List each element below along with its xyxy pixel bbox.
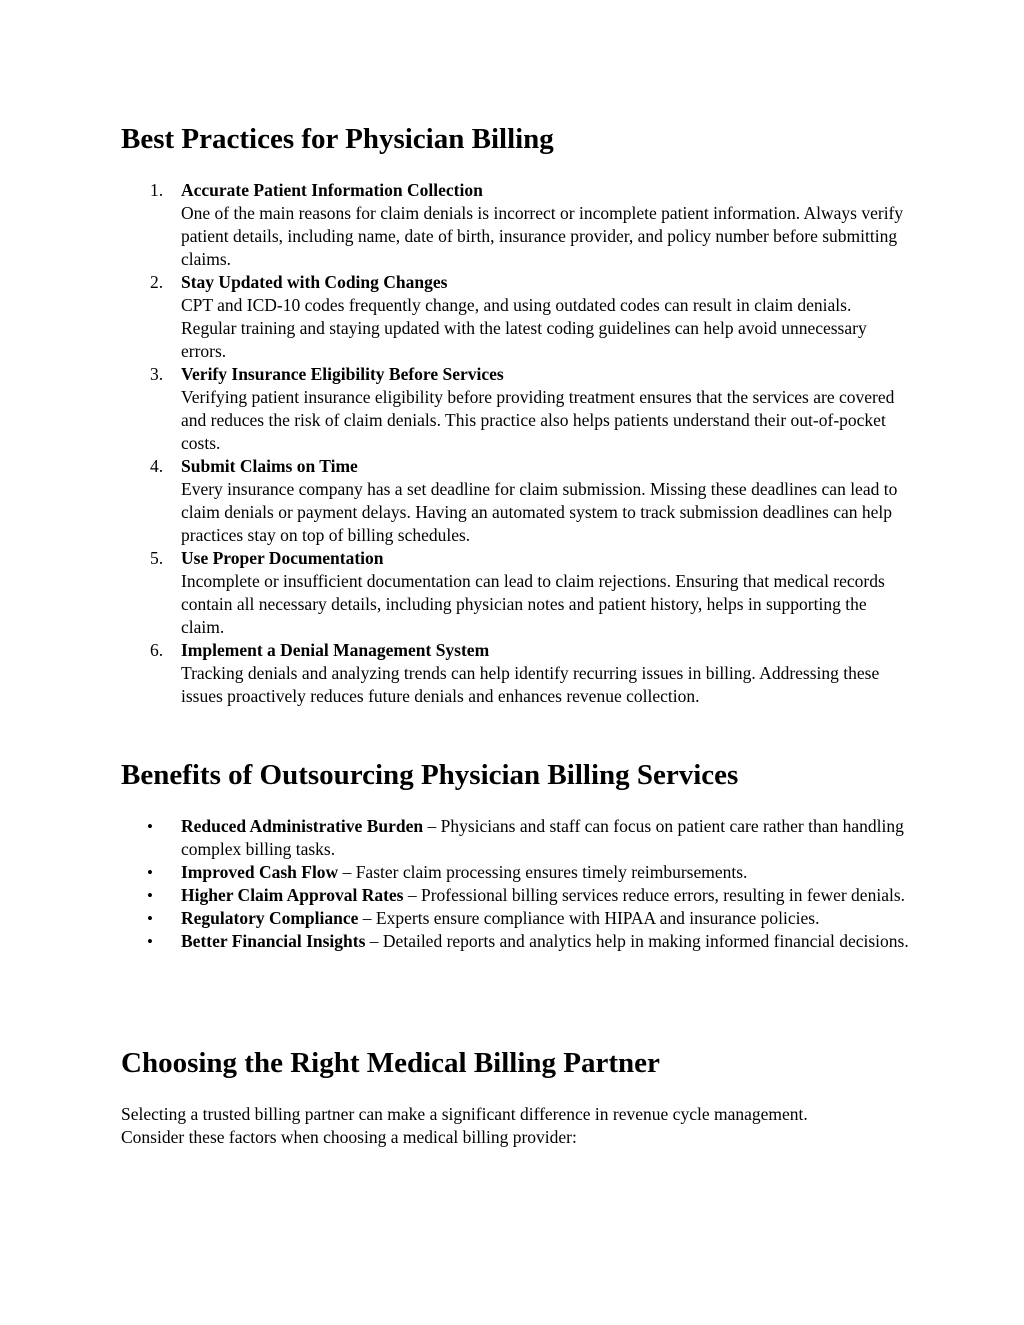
bullet-icon: • — [147, 817, 153, 836]
list-number: 1. — [150, 180, 164, 200]
bullet-icon: • — [147, 932, 153, 951]
list-item — [121, 455, 911, 547]
list-item — [121, 907, 911, 930]
list-item — [121, 884, 911, 907]
benefit-description: – Detailed reports and analytics help in making informed financial decisions. — [365, 931, 909, 951]
list-item-title: Verify Insurance Eligibility Before Services — [181, 364, 504, 384]
list-item-title: Accurate Patient Information Collection — [181, 180, 483, 200]
list-item-description: Tracking denials and analyzing trends can help identify recurring issues in billing. Addressing these issues proactively reduces future denials and enhances revenue collection. — [181, 663, 880, 706]
list-item — [121, 547, 911, 639]
benefit-description: – Experts ensure compliance with HIPAA and insurance policies. — [358, 908, 820, 928]
list-number: 5. — [150, 548, 164, 568]
list-item-description: One of the main reasons for claim denials is incorrect or incomplete patient information. Always verify patient details, including name, date of birth, insurance provider, and policy number before submitting claims. — [181, 203, 904, 269]
list-number: 2. — [150, 272, 164, 292]
list-item-description: Every insurance company has a set deadline for claim submission. Missing these deadlines can lead to claim denials or payment delays. Having an automated system to track submission deadlines can help practices stay on top of billing schedules. — [181, 479, 898, 545]
benefit-title: Better Financial Insights — [181, 931, 366, 951]
benefit-description: – Physicians and staff can focus on patient care rather than handling complex billing tasks. — [181, 816, 904, 859]
benefit-description: – Faster claim processing ensures timely reimbursements. — [338, 862, 748, 882]
intro-paragraph: Selecting a trusted billing partner can make a significant difference in revenue cycle management. Consider these factors when choosing a medical billing provider: — [121, 1104, 808, 1147]
benefit-title: Regulatory Compliance — [181, 908, 359, 928]
list-item-title: Implement a Denial Management System — [181, 640, 490, 660]
section-heading-best-practices: Best Practices for Physician Billing — [121, 123, 554, 155]
list-item-title: Submit Claims on Time — [181, 456, 358, 476]
list-item-title: Use Proper Documentation — [181, 548, 384, 568]
bullet-icon: • — [147, 863, 153, 882]
benefits-list — [121, 815, 911, 953]
list-item — [121, 271, 911, 363]
list-item-description: Verifying patient insurance eligibility before providing treatment ensures that the services are covered and reduces the risk of claim denials. This practice also helps patients understand their out-of-pocket costs. — [181, 387, 895, 453]
list-item — [121, 363, 911, 455]
bullet-icon: • — [147, 886, 153, 905]
section-heading-benefits: Benefits of Outsourcing Physician Billing Services — [121, 759, 739, 791]
benefit-title: Improved Cash Flow — [181, 862, 339, 882]
benefit-title: Higher Claim Approval Rates — [181, 885, 404, 905]
best-practices-list — [121, 179, 911, 708]
list-item — [121, 815, 911, 861]
list-item-description: CPT and ICD-10 codes frequently change, and using outdated codes can result in claim denials. Regular training and staying updated with the latest coding guidelines can help avoid unnecessary errors. — [181, 295, 867, 361]
benefit-title: Reduced Administrative Burden — [181, 816, 424, 836]
section-heading-choosing-partner: Choosing the Right Medical Billing Partner — [121, 1047, 660, 1079]
list-item — [121, 930, 911, 953]
bullet-icon: • — [147, 909, 153, 928]
benefit-description: – Professional billing services reduce errors, resulting in fewer denials. — [403, 885, 906, 905]
list-item-description: Incomplete or insufficient documentation can lead to claim rejections. Ensuring that medical records contain all necessary details, including physician notes and patient history, helps in supporting the claim. — [181, 571, 885, 637]
list-item — [121, 861, 911, 884]
list-number: 4. — [150, 456, 164, 476]
list-number: 3. — [150, 364, 164, 384]
list-item — [121, 639, 911, 708]
list-item-title: Stay Updated with Coding Changes — [181, 272, 448, 292]
list-item — [121, 179, 911, 271]
list-number: 6. — [150, 640, 164, 660]
